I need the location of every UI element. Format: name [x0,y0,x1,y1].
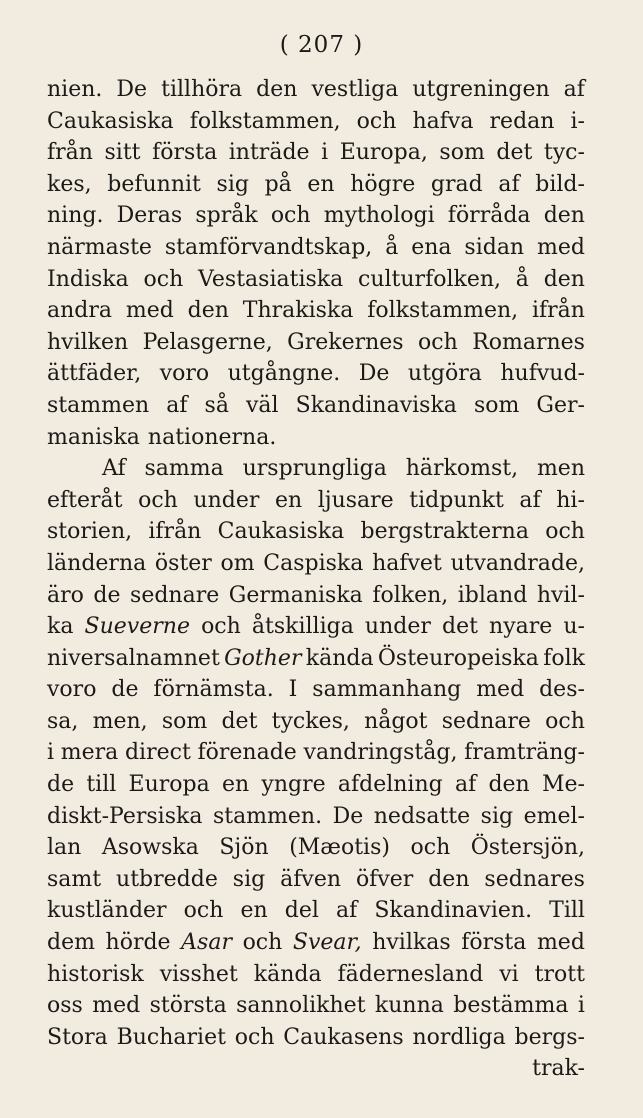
word: härkomst, [405,456,519,482]
word: folk [543,645,585,671]
word: Östersjön, [470,835,585,861]
word: kända [305,645,374,671]
text-line [47,990,585,1022]
word: första [461,930,527,956]
text-line [47,706,585,738]
word: sednares [484,866,585,892]
word: voro [47,677,97,703]
text-line [47,643,585,675]
word: från [47,140,93,166]
word: högre [350,171,416,197]
word: Gother [224,645,302,671]
word: men, [92,708,148,734]
word: stamförvandtskap, [164,234,373,260]
word: Caukasiska [217,519,345,545]
word: af [519,487,541,513]
word: ibland [457,582,528,608]
word: med [92,993,141,1019]
word: direct [124,740,191,766]
word: och [183,898,224,924]
text-line [47,737,585,769]
word: den [543,203,585,229]
word: (Mæotis) [289,835,390,861]
word: bild- [535,171,585,197]
catchword-text: trak- [532,1056,585,1082]
word: tillhöra [161,77,243,102]
word: med [125,298,174,324]
word: under [193,487,260,513]
word: ka [47,614,74,640]
word: Asar [181,930,232,956]
text-line [47,1022,585,1054]
word: och [234,1024,275,1050]
word: maniska [47,424,140,450]
word: ifrån [148,519,202,545]
word: Sjön [219,835,269,861]
word: med [537,234,585,260]
word: utgöra [407,361,482,387]
word: nedsatte [373,803,471,829]
word: Me- [541,772,585,798]
text-line [47,453,585,485]
word: visshet [159,961,238,987]
word: hufvud- [500,361,585,387]
word: sa, [47,708,79,734]
word: öfver [355,866,414,892]
word: De [358,361,390,387]
word: diskt-Persiska [47,803,203,829]
word: Sueverne [84,614,190,640]
word: redan [489,108,555,134]
word: så [204,392,229,418]
text-line [47,580,585,612]
word: bergstrakterna [360,519,529,545]
word: de [93,582,121,608]
word: den [256,77,298,102]
word: Ger- [536,392,585,418]
text-line [47,485,585,517]
word: ifrån [531,298,585,324]
word: stammen. [212,803,323,829]
text-line [47,358,585,390]
word: och [143,266,184,292]
word: som [161,708,208,734]
word: och [545,708,585,734]
word: framträng- [464,740,585,766]
word: den [488,772,530,798]
word: hafva [412,108,474,134]
word: afdelning [337,772,443,798]
text-line [47,927,585,959]
word: lan [47,835,82,861]
word: kustländer [47,898,167,924]
word: befunnit [107,171,201,197]
word: storien, [47,519,133,545]
word: förråda [447,203,531,229]
word: historisk [47,961,144,987]
word: sednare [130,582,220,608]
word: stammen [47,392,150,418]
text-line [47,674,585,706]
word: en [240,898,268,924]
word: tyc- [543,140,585,166]
word: Stora [47,1024,108,1050]
text-line [47,295,585,327]
word: fädernesland [337,961,484,987]
text-line [47,232,585,264]
word: sammanhang [312,677,462,703]
word: af [454,772,477,798]
word: Grekernes [287,329,404,355]
word: utgreningen [412,77,550,102]
word: De [332,803,364,829]
word: sitt [104,140,141,166]
text-line [47,548,585,580]
word: utgångne. [227,361,341,387]
word: å [385,234,399,260]
word: grad [430,171,483,197]
word: sednare [441,708,531,734]
word: en [274,487,303,513]
word: I [288,677,298,703]
word: hi- [556,487,585,513]
word: ljusare [317,487,394,513]
word: med [476,677,525,703]
word: under [364,614,431,640]
word: Deras [116,203,183,229]
word: det [221,708,258,734]
word: hafvet [372,550,442,576]
word: sig [216,171,249,197]
text-line [47,801,585,833]
word: Caukasiska [47,108,174,134]
word: Buchariet [116,1024,226,1050]
word: kes, [47,171,92,197]
word: nyare [489,614,553,640]
word: ättfäder, [47,361,142,387]
word: på [264,171,292,197]
word: förnämsta. [153,677,274,703]
word: ning. [47,203,104,229]
text-line [47,137,585,169]
text-line [47,832,585,864]
word: Europa, [339,140,428,166]
word: yngre [261,772,326,798]
word: utbredde [116,866,218,892]
text-line [47,200,585,232]
word: det [496,140,533,166]
word: och [410,835,451,861]
word: del [284,898,319,924]
word: äfven [280,866,342,892]
word: Svear, [292,930,362,956]
word: närmaste [47,234,152,260]
text-line [47,169,585,201]
text-line [47,106,585,138]
word: och [418,329,458,355]
word: som [439,140,485,166]
body-text [47,74,585,1085]
word: niversalnamnet [47,645,220,671]
word: förenade [197,740,297,766]
word: största [149,993,227,1019]
word: Skandinavien. [374,898,533,924]
word: och [242,930,283,956]
word: nien. [47,77,103,102]
word: som [473,392,520,418]
word: hvilkas [372,930,451,956]
text-line [47,611,585,643]
word: till [86,772,117,798]
word: sig [232,866,266,892]
word: i [321,140,329,166]
text-line [47,516,585,548]
word: Östeuropeiska [377,645,539,671]
word: af [563,77,585,102]
word: emel- [523,803,585,829]
word: kända [253,961,322,987]
word: det [441,614,478,640]
word: den [187,298,229,324]
word: något [364,708,428,734]
word: samma [144,456,224,482]
word: de [47,772,75,798]
word: vi [499,961,519,987]
word: Caspiska [263,550,364,576]
word: vestliga [311,77,399,102]
word: språk [195,203,258,229]
word: Till [549,898,585,924]
word: af [498,171,520,197]
text-line [47,327,585,359]
word: å [515,266,529,292]
word: väl [245,392,279,418]
word: Indiska [47,266,129,292]
word: de [111,677,139,703]
word: och [201,614,241,640]
word: kunna [374,993,444,1019]
word: Romarnes [472,329,585,355]
word: Germaniska [228,582,363,608]
word: Thrakiska [242,298,354,324]
word: utvandrade, [450,550,585,576]
word: vandringståg, [303,740,458,766]
word: sig [480,803,514,829]
text-line [47,895,585,927]
word: folkstammen, [367,298,519,324]
word: samt [47,866,102,892]
word: Caukasens [283,1024,404,1050]
text-line [47,422,585,454]
word: dem [47,930,95,956]
word: culturfolken, [358,266,502,292]
word: nationerna. [147,424,277,450]
word: i [47,740,55,766]
text-line [47,959,585,991]
word: och [138,487,178,513]
word: om [220,550,255,576]
word: voro [159,361,210,387]
word: åtskilliga [251,614,354,640]
word: mythologi [323,203,435,229]
word: hvilken [47,329,129,355]
word: af [335,898,358,924]
word: trott [534,961,585,987]
word: äro [47,582,84,608]
word: Skandinaviska [295,392,457,418]
text-line [47,264,585,296]
word: efteråt [47,487,123,513]
word: ursprungliga [242,456,387,482]
text-line [47,390,585,422]
word: en [221,772,250,798]
text-line [47,74,585,106]
word: ena [411,234,452,260]
word: sidan [464,234,525,260]
word: De [116,77,148,102]
word: Pelasgerne, [142,329,273,355]
word: i- [570,108,585,134]
word: men [536,456,585,482]
word: med [536,930,585,956]
word: hörde [105,930,171,956]
word: af [166,392,188,418]
word: öster [154,550,212,576]
catchword [47,1053,585,1085]
word: Af [102,456,126,482]
word: u- [563,614,585,640]
word: folken, [372,582,449,608]
word: Europa [128,772,210,798]
word: Vestasiatiska [198,266,344,292]
word: tidpunkt [409,487,504,513]
word: hvil- [536,582,585,608]
page-number: ( 207 ) [279,32,364,58]
word: Asowska [101,835,199,861]
word: inträde [228,140,310,166]
word: andra [47,298,113,324]
word: folkstammen, [189,108,341,134]
text-line [47,864,585,896]
word: sannolikhet [236,993,366,1019]
word: nordliga [412,1024,506,1050]
word: bergs- [514,1024,585,1050]
word: des- [539,677,585,703]
word: och [270,203,311,229]
word: och [545,519,585,545]
word: den [543,266,585,292]
word: första [152,140,218,166]
word: länderna [47,550,147,576]
word: i [577,993,585,1019]
word: en [307,171,335,197]
word: tyckes, [271,708,350,734]
word: mera [60,740,119,766]
word: den [428,866,470,892]
word: och [356,108,397,134]
word: bestämma [453,993,569,1019]
word: oss [47,993,83,1019]
text-line [47,769,585,801]
